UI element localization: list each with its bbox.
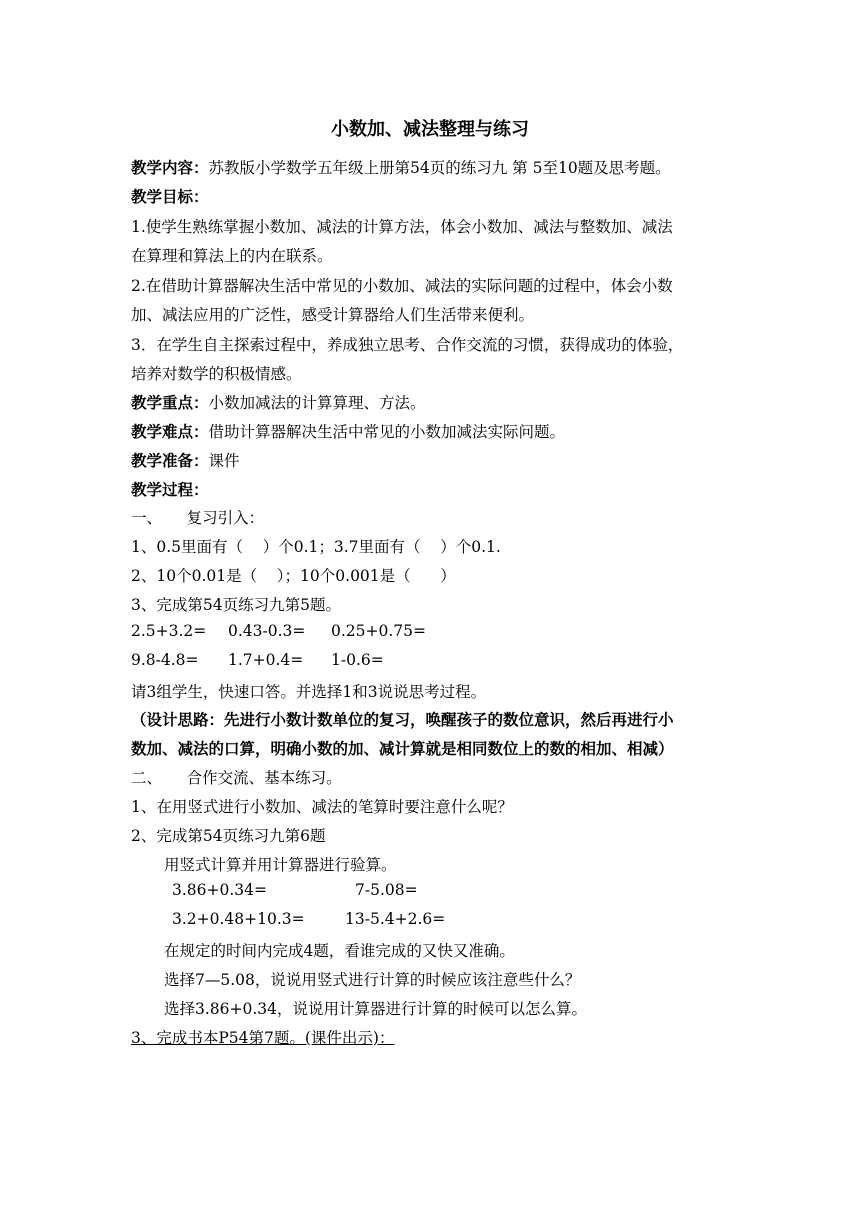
difficulty-text: 借助计算器解决生活中常见的小数加减法实际问题。 [208, 423, 566, 441]
part2-heading: 二、 合作交流、基本练习。 [131, 769, 342, 787]
difficulty-label: 教学难点： [131, 422, 209, 441]
content-label: 教学内容： [131, 158, 209, 177]
process-label: 教学过程： [131, 480, 209, 499]
page-title: 小数加、减法整理与练习 [331, 119, 529, 140]
prep-text: 课件 [208, 452, 240, 470]
part1-q3: 3、完成第54页练习九第5题。 [131, 596, 341, 614]
written-calc-2: 7-5.08= [355, 881, 418, 899]
prep-line [131, 449, 240, 471]
goal-3-line-2: 培养对数学的积极情感。 [131, 365, 302, 383]
goals-label: 教学目标： [131, 187, 209, 206]
oral-calc-4: 9.8-4.8= [131, 651, 199, 669]
part2-q2: 2、完成第54页练习九第6题 [131, 827, 326, 845]
goal-2-line-2: 加、减法应用的广泛性，感受计算器给人们生活带来便利。 [131, 306, 535, 324]
oral-calc-5: 1.7+0.4= [228, 651, 304, 669]
goal-3-line-1: 3．在学生自主探索过程中，养成独立思考、合作交流的习惯，获得成功的体验， [131, 336, 684, 354]
design-note-line-1: （设计思路：先进行小数计数单位的复习，唤醒孩子的数位意识，然后再进行小 [131, 710, 674, 729]
oral-calc-6: 1-0.6= [331, 651, 384, 669]
part1-q1: 1、0.5里面有（ ）个0.1；3.7里面有（ ）个0.1. [131, 538, 501, 556]
key-label: 教学重点： [131, 393, 209, 412]
oral-calc-3: 0.25+0.75= [331, 622, 426, 640]
part2-instruction: 用竖式计算并用计算器进行验算。 [164, 856, 397, 874]
difficulty-line [131, 420, 565, 442]
goal-1-line-2: 在算理和算法上的内在联系。 [131, 247, 333, 265]
part2-para-1: 在规定的时间内完成4题，看谁完成的又快又准确。 [164, 942, 515, 960]
design-note-line-2: 数加、减法的口算，明确小数的加、减计算就是相同数位上的数的相加、相减） [131, 739, 674, 758]
part2-q3: 3、完成书本P54第7题。(课件出示)： [131, 1029, 395, 1047]
written-calc-4: 13-5.4+2.6= [345, 910, 446, 928]
written-calc-1: 3.86+0.34= [172, 881, 267, 899]
oral-calc-1: 2.5+3.2= [131, 622, 207, 640]
part2-para-2: 选择7—5.08，说说用竖式进行计算的时候应该注意些什么？ [164, 971, 581, 989]
content-line [131, 156, 671, 178]
oral-calc-2: 0.43-0.3= [228, 622, 306, 640]
part2-para-3: 选择3.86+0.34，说说用计算器进行计算的时候可以怎么算。 [164, 1000, 588, 1018]
part2-q1: 1、在用竖式进行小数加、减法的笔算时要注意什么呢？ [131, 798, 513, 816]
goal-1-line-1: 1.使学生熟练掌握小数加、减法的计算方法，体会小数加、减法与整数加、减法 [131, 218, 673, 236]
part1-heading: 一、 复习引入： [131, 509, 265, 527]
content-text: 苏教版小学数学五年级上册第54页的练习九 第 5至10题及思考题。 [208, 159, 671, 177]
prep-label: 教学准备： [131, 451, 209, 470]
key-text: 小数加减法的计算算理、方法。 [208, 394, 426, 412]
part1-q2: 2、10个0.01是（ ）；10个0.001是（ ） [131, 567, 456, 585]
key-line [131, 391, 426, 413]
written-calc-3: 3.2+0.48+10.3= [172, 910, 305, 928]
goal-2-line-1: 2.在借助计算器解决生活中常见的小数加、减法的实际问题的过程中，体会小数 [131, 277, 673, 295]
part1-note: 请3组学生，快速口答。并选择1和3说说思考过程。 [131, 683, 487, 701]
